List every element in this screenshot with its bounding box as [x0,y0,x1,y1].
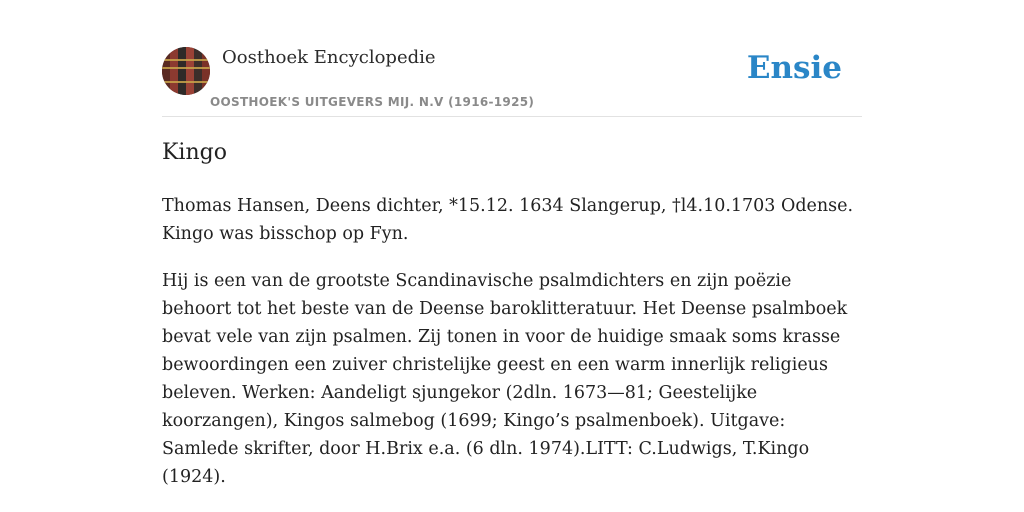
source-publisher: OOSTHOEK'S UITGEVERS MIJ. N.V (1916-1925) [210,95,535,109]
article-paragraph: Hij is een van de grootste Scandinavische psalmdichters en zijn poëzie behoort tot het beste van de Deense baroklitteratuur. Het Deense psalmboek bevat vele van zijn psalmen. Zij tonen in voor de huidige smaak soms krasse bewoordingen een zuiver christelijke geest en een warm innerlijk religieus beleven. Werken: Aandeligt sjungekor (2dln. 1673—81; Geestelijke koorzangen), Kingos salmebog (1699; Kingo’s psalmenboek). Uitgave: Samlede skrifter, door H.Brix e.a. (6 dln. 1974).LITT: C.Ludwigs, T.Kingo (1924). [162,271,848,487]
ensie-logo-link[interactable]: Ensie [746,50,842,86]
encyclopedia-books-avatar [162,47,210,95]
article-paragraph: Thomas Hansen, Deens dichter, *15.12. 1634 Slangerup, †l4.10.1703 Odense. Kingo was bisschop op Fyn. [162,196,854,244]
source-name[interactable]: Oosthoek Encyclopedie [222,47,436,68]
article-title: Kingo [162,140,227,165]
article-body [162,192,862,510]
source-header [162,44,862,117]
